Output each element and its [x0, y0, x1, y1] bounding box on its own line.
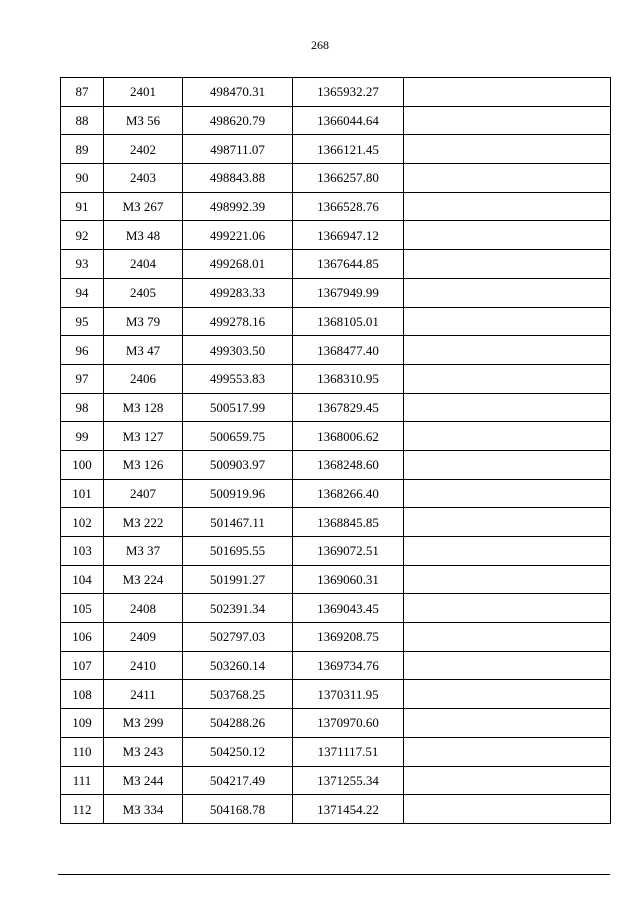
table-row — [61, 508, 611, 537]
x-coordinate-cell: 504168.78 — [183, 795, 293, 824]
y-coordinate-cell: 1369208.75 — [293, 623, 404, 652]
point-id-cell: МЗ 37 — [104, 537, 183, 566]
y-coordinate-cell: 1366044.64 — [293, 106, 404, 135]
point-id-cell: МЗ 79 — [104, 307, 183, 336]
row-number-cell: 94 — [61, 278, 104, 307]
y-coordinate-cell: 1371117.51 — [293, 737, 404, 766]
row-number-cell: 108 — [61, 680, 104, 709]
x-coordinate-cell: 499553.83 — [183, 364, 293, 393]
row-number-cell: 87 — [61, 78, 104, 107]
point-id-cell: МЗ 222 — [104, 508, 183, 537]
table-row — [61, 594, 611, 623]
x-coordinate-cell: 504250.12 — [183, 737, 293, 766]
row-number-cell: 104 — [61, 565, 104, 594]
x-coordinate-cell: 501467.11 — [183, 508, 293, 537]
table-row — [61, 250, 611, 279]
note-cell — [404, 450, 611, 479]
row-number-cell: 93 — [61, 250, 104, 279]
y-coordinate-cell: 1368477.40 — [293, 336, 404, 365]
coordinates-table — [60, 77, 611, 824]
point-id-cell: МЗ 56 — [104, 106, 183, 135]
row-number-cell: 96 — [61, 336, 104, 365]
point-id-cell: МЗ 224 — [104, 565, 183, 594]
note-cell — [404, 106, 611, 135]
row-number-cell: 90 — [61, 164, 104, 193]
point-id-cell: МЗ 127 — [104, 422, 183, 451]
point-id-cell: 2402 — [104, 135, 183, 164]
point-id-cell: МЗ 47 — [104, 336, 183, 365]
row-number-cell: 102 — [61, 508, 104, 537]
y-coordinate-cell: 1365932.27 — [293, 78, 404, 107]
table-row — [61, 450, 611, 479]
note-cell — [404, 737, 611, 766]
y-coordinate-cell: 1368845.85 — [293, 508, 404, 537]
note-cell — [404, 307, 611, 336]
y-coordinate-cell: 1369072.51 — [293, 537, 404, 566]
point-id-cell: МЗ 48 — [104, 221, 183, 250]
x-coordinate-cell: 499221.06 — [183, 221, 293, 250]
x-coordinate-cell: 502797.03 — [183, 623, 293, 652]
y-coordinate-cell: 1368266.40 — [293, 479, 404, 508]
x-coordinate-cell: 499278.16 — [183, 307, 293, 336]
y-coordinate-cell: 1368105.01 — [293, 307, 404, 336]
row-number-cell: 99 — [61, 422, 104, 451]
table-row — [61, 565, 611, 594]
note-cell — [404, 680, 611, 709]
note-cell — [404, 537, 611, 566]
row-number-cell: 111 — [61, 766, 104, 795]
table-row — [61, 795, 611, 824]
x-coordinate-cell: 499283.33 — [183, 278, 293, 307]
note-cell — [404, 336, 611, 365]
note-cell — [404, 766, 611, 795]
row-number-cell: 89 — [61, 135, 104, 164]
table-row — [61, 164, 611, 193]
point-id-cell: 2408 — [104, 594, 183, 623]
x-coordinate-cell: 498620.79 — [183, 106, 293, 135]
row-number-cell: 106 — [61, 623, 104, 652]
x-coordinate-cell: 500919.96 — [183, 479, 293, 508]
note-cell — [404, 164, 611, 193]
table-row — [61, 737, 611, 766]
row-number-cell: 103 — [61, 537, 104, 566]
y-coordinate-cell: 1368006.62 — [293, 422, 404, 451]
point-id-cell: МЗ 126 — [104, 450, 183, 479]
row-number-cell: 109 — [61, 709, 104, 738]
y-coordinate-cell: 1367829.45 — [293, 393, 404, 422]
x-coordinate-cell: 501695.55 — [183, 537, 293, 566]
note-cell — [404, 221, 611, 250]
table-row — [61, 537, 611, 566]
x-coordinate-cell: 504288.26 — [183, 709, 293, 738]
point-id-cell: МЗ 334 — [104, 795, 183, 824]
row-number-cell: 107 — [61, 651, 104, 680]
table-row — [61, 78, 611, 107]
x-coordinate-cell: 500517.99 — [183, 393, 293, 422]
y-coordinate-cell: 1368248.60 — [293, 450, 404, 479]
point-id-cell: 2404 — [104, 250, 183, 279]
point-id-cell: 2411 — [104, 680, 183, 709]
table-row — [61, 192, 611, 221]
point-id-cell: 2410 — [104, 651, 183, 680]
x-coordinate-cell: 504217.49 — [183, 766, 293, 795]
row-number-cell: 92 — [61, 221, 104, 250]
note-cell — [404, 422, 611, 451]
x-coordinate-cell: 498470.31 — [183, 78, 293, 107]
row-number-cell: 110 — [61, 737, 104, 766]
row-number-cell: 95 — [61, 307, 104, 336]
row-number-cell: 112 — [61, 795, 104, 824]
point-id-cell: МЗ 299 — [104, 709, 183, 738]
row-number-cell: 88 — [61, 106, 104, 135]
table-row — [61, 651, 611, 680]
table-row — [61, 766, 611, 795]
y-coordinate-cell: 1366528.76 — [293, 192, 404, 221]
row-number-cell: 105 — [61, 594, 104, 623]
table-row — [61, 479, 611, 508]
note-cell — [404, 795, 611, 824]
x-coordinate-cell: 500659.75 — [183, 422, 293, 451]
row-number-cell: 98 — [61, 393, 104, 422]
table-row — [61, 680, 611, 709]
table-row — [61, 221, 611, 250]
note-cell — [404, 594, 611, 623]
point-id-cell: 2407 — [104, 479, 183, 508]
y-coordinate-cell: 1366121.45 — [293, 135, 404, 164]
x-coordinate-cell: 498711.07 — [183, 135, 293, 164]
x-coordinate-cell: 503768.25 — [183, 680, 293, 709]
page-number: 268 — [311, 38, 329, 52]
x-coordinate-cell: 500903.97 — [183, 450, 293, 479]
row-number-cell: 97 — [61, 364, 104, 393]
note-cell — [404, 479, 611, 508]
note-cell — [404, 508, 611, 537]
point-id-cell: 2406 — [104, 364, 183, 393]
y-coordinate-cell: 1368310.95 — [293, 364, 404, 393]
note-cell — [404, 78, 611, 107]
x-coordinate-cell: 502391.34 — [183, 594, 293, 623]
note-cell — [404, 278, 611, 307]
table-row — [61, 106, 611, 135]
note-cell — [404, 135, 611, 164]
table-row — [61, 135, 611, 164]
point-id-cell: 2409 — [104, 623, 183, 652]
table-row — [61, 709, 611, 738]
x-coordinate-cell: 503260.14 — [183, 651, 293, 680]
table-row — [61, 422, 611, 451]
y-coordinate-cell: 1371454.22 — [293, 795, 404, 824]
note-cell — [404, 623, 611, 652]
coordinates-table-body — [61, 78, 611, 824]
point-id-cell: МЗ 267 — [104, 192, 183, 221]
point-id-cell: 2403 — [104, 164, 183, 193]
point-id-cell: 2405 — [104, 278, 183, 307]
x-coordinate-cell: 499268.01 — [183, 250, 293, 279]
table-row — [61, 364, 611, 393]
y-coordinate-cell: 1371255.34 — [293, 766, 404, 795]
table-row — [61, 623, 611, 652]
row-number-cell: 100 — [61, 450, 104, 479]
x-coordinate-cell: 501991.27 — [183, 565, 293, 594]
table-row — [61, 278, 611, 307]
note-cell — [404, 565, 611, 594]
note-cell — [404, 192, 611, 221]
y-coordinate-cell: 1370970.60 — [293, 709, 404, 738]
table-row — [61, 307, 611, 336]
note-cell — [404, 364, 611, 393]
y-coordinate-cell: 1366257.80 — [293, 164, 404, 193]
footer-divider — [58, 874, 610, 875]
x-coordinate-cell: 499303.50 — [183, 336, 293, 365]
note-cell — [404, 250, 611, 279]
y-coordinate-cell: 1366947.12 — [293, 221, 404, 250]
note-cell — [404, 393, 611, 422]
x-coordinate-cell: 498843.88 — [183, 164, 293, 193]
y-coordinate-cell: 1369060.31 — [293, 565, 404, 594]
point-id-cell: 2401 — [104, 78, 183, 107]
table-row — [61, 336, 611, 365]
y-coordinate-cell: 1369734.76 — [293, 651, 404, 680]
y-coordinate-cell: 1369043.45 — [293, 594, 404, 623]
table-row — [61, 393, 611, 422]
note-cell — [404, 651, 611, 680]
note-cell — [404, 709, 611, 738]
y-coordinate-cell: 1367949.99 — [293, 278, 404, 307]
row-number-cell: 91 — [61, 192, 104, 221]
point-id-cell: МЗ 128 — [104, 393, 183, 422]
point-id-cell: МЗ 243 — [104, 737, 183, 766]
y-coordinate-cell: 1370311.95 — [293, 680, 404, 709]
y-coordinate-cell: 1367644.85 — [293, 250, 404, 279]
point-id-cell: МЗ 244 — [104, 766, 183, 795]
x-coordinate-cell: 498992.39 — [183, 192, 293, 221]
row-number-cell: 101 — [61, 479, 104, 508]
